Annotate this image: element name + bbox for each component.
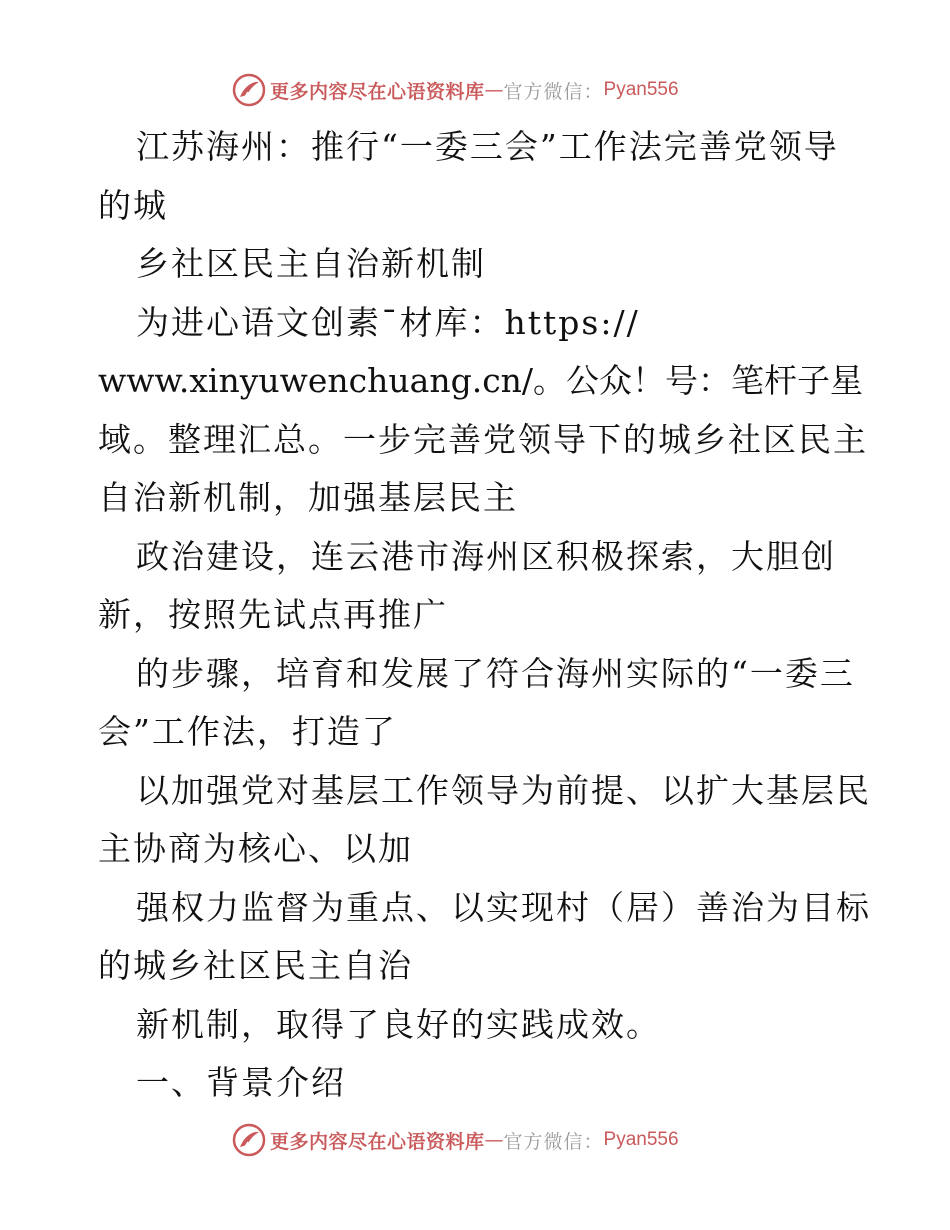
paragraph-line: 新，按照先试点再推广	[98, 595, 448, 634]
paragraph-line: www.xinyuwenchuang.cn/。公众！号：笔杆子星	[98, 361, 864, 400]
footer-dash: —	[484, 1129, 504, 1151]
brand-logo-icon	[232, 1123, 266, 1157]
header-banner	[232, 72, 679, 108]
header-dash: —	[484, 79, 504, 101]
header-wechat-handle: Pyan556	[603, 79, 679, 100]
header-wechat-label: 官方微信：	[503, 80, 604, 103]
paragraph-line: 的城乡社区民主自治	[98, 946, 413, 985]
paragraph-line: 强权力监督为重点、以实现村（居）善治为目标	[136, 887, 871, 927]
header-brand-text: 更多内容尽在心语资料库	[270, 80, 485, 103]
paragraph-line: 域。整理汇总。一步完善党领导下的城乡社区民主	[98, 419, 868, 459]
paragraph-line: 为进心语文创素¯材库：https://	[136, 302, 640, 342]
paragraph-line: 主协商为核心、以加	[98, 829, 413, 868]
paragraph-line: 以加强党对基层工作领导为前提、以扩大基层民	[136, 770, 871, 810]
title-line-1: 江苏海州：推行“一委三会”工作法完善党领导	[136, 127, 839, 166]
title-line-2: 的城	[98, 185, 168, 225]
section-heading: 一、背景介绍	[136, 1063, 346, 1102]
subtitle-line: 乡社区民主自治新机制	[136, 244, 486, 283]
paragraph-line: 会”工作法，打造了	[98, 712, 397, 751]
paragraph-line: 的步骤，培育和发展了符合海州实际的“一委三	[136, 653, 855, 693]
footer-brand-text: 更多内容尽在心语资料库	[270, 1130, 485, 1153]
brand-logo-icon	[232, 73, 266, 107]
paragraph-line: 政治建设，连云港市海州区积极探索，大胆创	[136, 536, 836, 576]
paragraph-line: 自治新机制，加强基层民主	[98, 478, 518, 517]
footer-wechat-handle: Pyan556	[603, 1129, 679, 1150]
footer-banner	[232, 1122, 679, 1158]
paragraph-line: 新机制，取得了良好的实践成效。	[136, 1004, 661, 1044]
footer-wechat-label: 官方微信：	[503, 1130, 604, 1153]
document-body	[98, 118, 871, 1113]
